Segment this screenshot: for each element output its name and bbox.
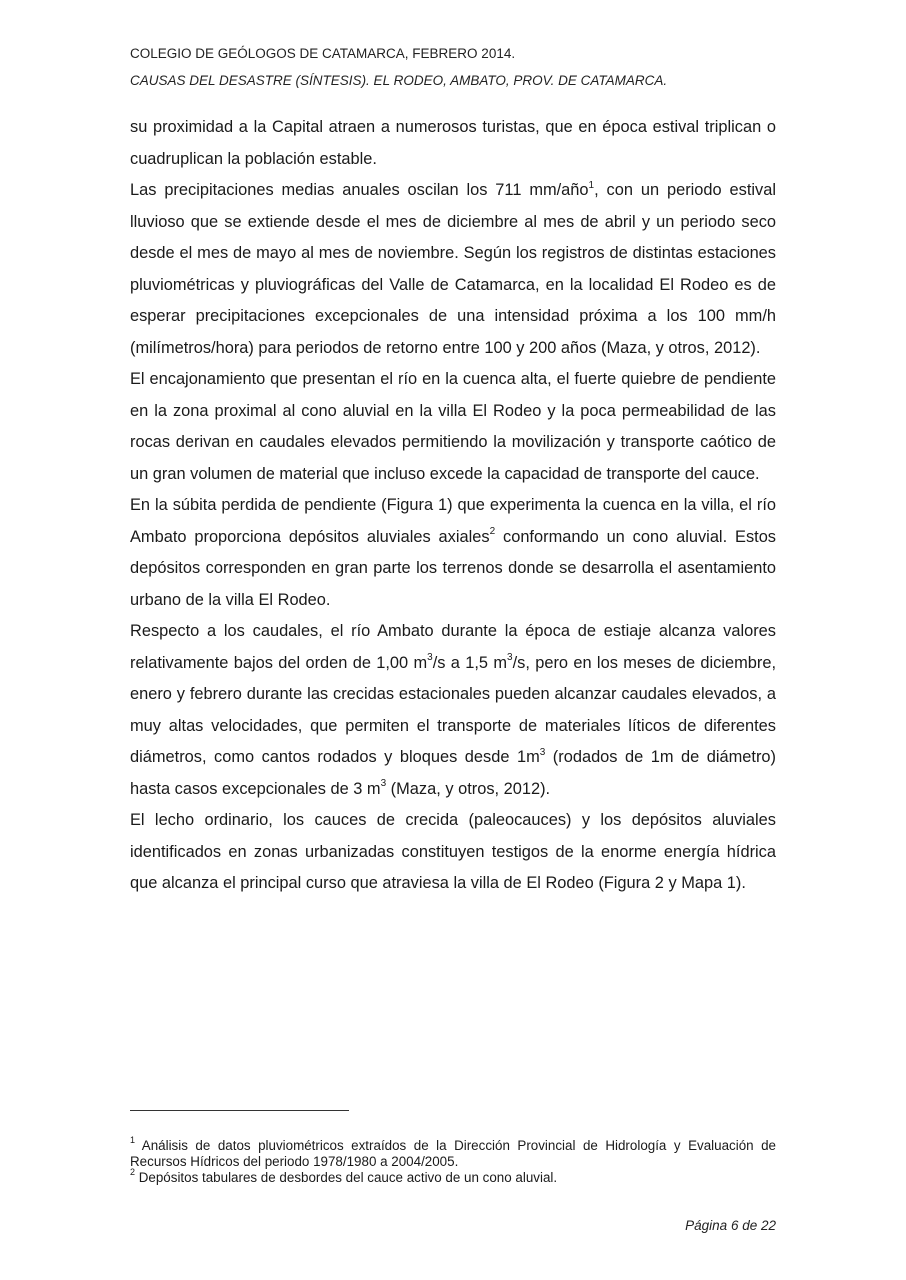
header-institution: COLEGIO DE GEÓLOGOS DE CATAMARCA, FEBRERO 2014. bbox=[130, 46, 516, 61]
page-header bbox=[130, 40, 780, 94]
superscript-cubed-1: 3 bbox=[427, 652, 433, 664]
paragraph-2 bbox=[130, 175, 776, 364]
footnote-ref-2: 2 bbox=[489, 526, 496, 538]
footnote-ref-1: 1 bbox=[588, 179, 595, 191]
footnote-1-mark: 1 bbox=[130, 1134, 136, 1145]
superscript-cubed-4: 3 bbox=[380, 778, 387, 790]
paragraph-5-text-b: /s a 1,5 m bbox=[432, 653, 508, 672]
paragraph-2-text-b: , con un periodo estival lluvioso que se extiende desde el mes de diciembre al mes de abril y un periodo seco desde el mes de mayo al mes de noviembre. Según los registros de distintas estaciones pluviométricas y pluviográficas del Valle de Catamarca, en la localidad El Rodeo es de esperar precipitaciones excepcionales de una intensidad próxima a los 100 mm/h (milímetros/hora) para periodos de retorno entre 100 y 200 años (Maza, y otros, 2012). bbox=[130, 181, 776, 357]
footnote-2-mark: 2 bbox=[130, 1166, 136, 1177]
header-title: CAUSAS DEL DESASTRE (SÍNTESIS). EL RODEO, AMBATO, PROV. DE CATAMARCA. bbox=[130, 73, 668, 88]
footnote-1 bbox=[130, 1134, 776, 1170]
footnotes bbox=[130, 1134, 776, 1186]
paragraph-4 bbox=[130, 490, 776, 616]
paragraph-5 bbox=[130, 616, 776, 805]
paragraph-5-text-d: (rodados de 1m de diámetro) hasta casos excepcionales de 3 m bbox=[130, 748, 776, 798]
body-text bbox=[130, 112, 776, 900]
paragraph-6: El lecho ordinario, los cauces de crecida (paleocauces) y los depósitos aluviales identificados en zonas urbanizadas constituyen testigos de la enorme energía hídrica que alcanza el principal curso que atraviesa la villa de El Rodeo (Figura 2 y Mapa 1). bbox=[130, 811, 776, 892]
paragraph-3: El encajonamiento que presentan el río en la cuenca alta, el fuerte quiebre de pendiente en la zona proximal al cono aluvial en la villa El Rodeo y la poca permeabilidad de las rocas derivan en caudales elevados permitiendo la movilización y transporte caótico de un gran volumen de material que incluso excede la capacidad de transporte del cauce. bbox=[130, 370, 776, 483]
footnote-2 bbox=[130, 1166, 776, 1186]
footnote-2-text: Depósitos tabulares de desbordes del cauce activo de un cono aluvial. bbox=[135, 1170, 558, 1185]
superscript-cubed-3: 3 bbox=[539, 746, 546, 758]
paragraph-2-text-a: Las precipitaciones medias anuales oscilan los 711 mm/año bbox=[130, 181, 589, 199]
paragraph-1: su proximidad a la Capital atraen a numerosos turistas, que en época estival triplican o cuadruplican la población estable. bbox=[130, 118, 776, 168]
superscript-cubed-2: 3 bbox=[507, 652, 513, 664]
page-number: Página 6 de 22 bbox=[685, 1218, 776, 1233]
paragraph-4-text-a: En la súbita perdida de pendiente (Figura 1) que experimenta la cuenca en la villa, el río Ambato proporciona depósitos aluviales axiales bbox=[130, 496, 776, 546]
paragraph-4-text-b: conformando un cono aluvial. Estos depósitos corresponden en gran parte los terrenos donde se desarrolla el asentamiento urbano de la villa El Rodeo. bbox=[130, 527, 777, 609]
paragraph-5-text-c: /s, pero en los meses de diciembre, enero y febrero durante las crecidas estacionales pueden alcanzar caudales elevados, a muy altas velocidades, que permiten el transporte de materiales líticos de diferentes diámetros, como cantos rodados y bloques desde 1m bbox=[130, 653, 776, 766]
footnote-separator bbox=[130, 1110, 349, 1111]
paragraph-5-text-e: (Maza, y otros, 2012). bbox=[386, 779, 551, 798]
paragraph-5-text-a: Respecto a los caudales, el río Ambato durante la época de estiaje alcanza valores relativamente bajos del orden de 1,00 m bbox=[130, 622, 776, 672]
footnote-1-text: Análisis de datos pluviométricos extraídos de la Dirección Provincial de Hidrología y Evaluación de Recursos Hídricos del periodo 1978/1980 a 2004/2005. bbox=[130, 1138, 776, 1169]
